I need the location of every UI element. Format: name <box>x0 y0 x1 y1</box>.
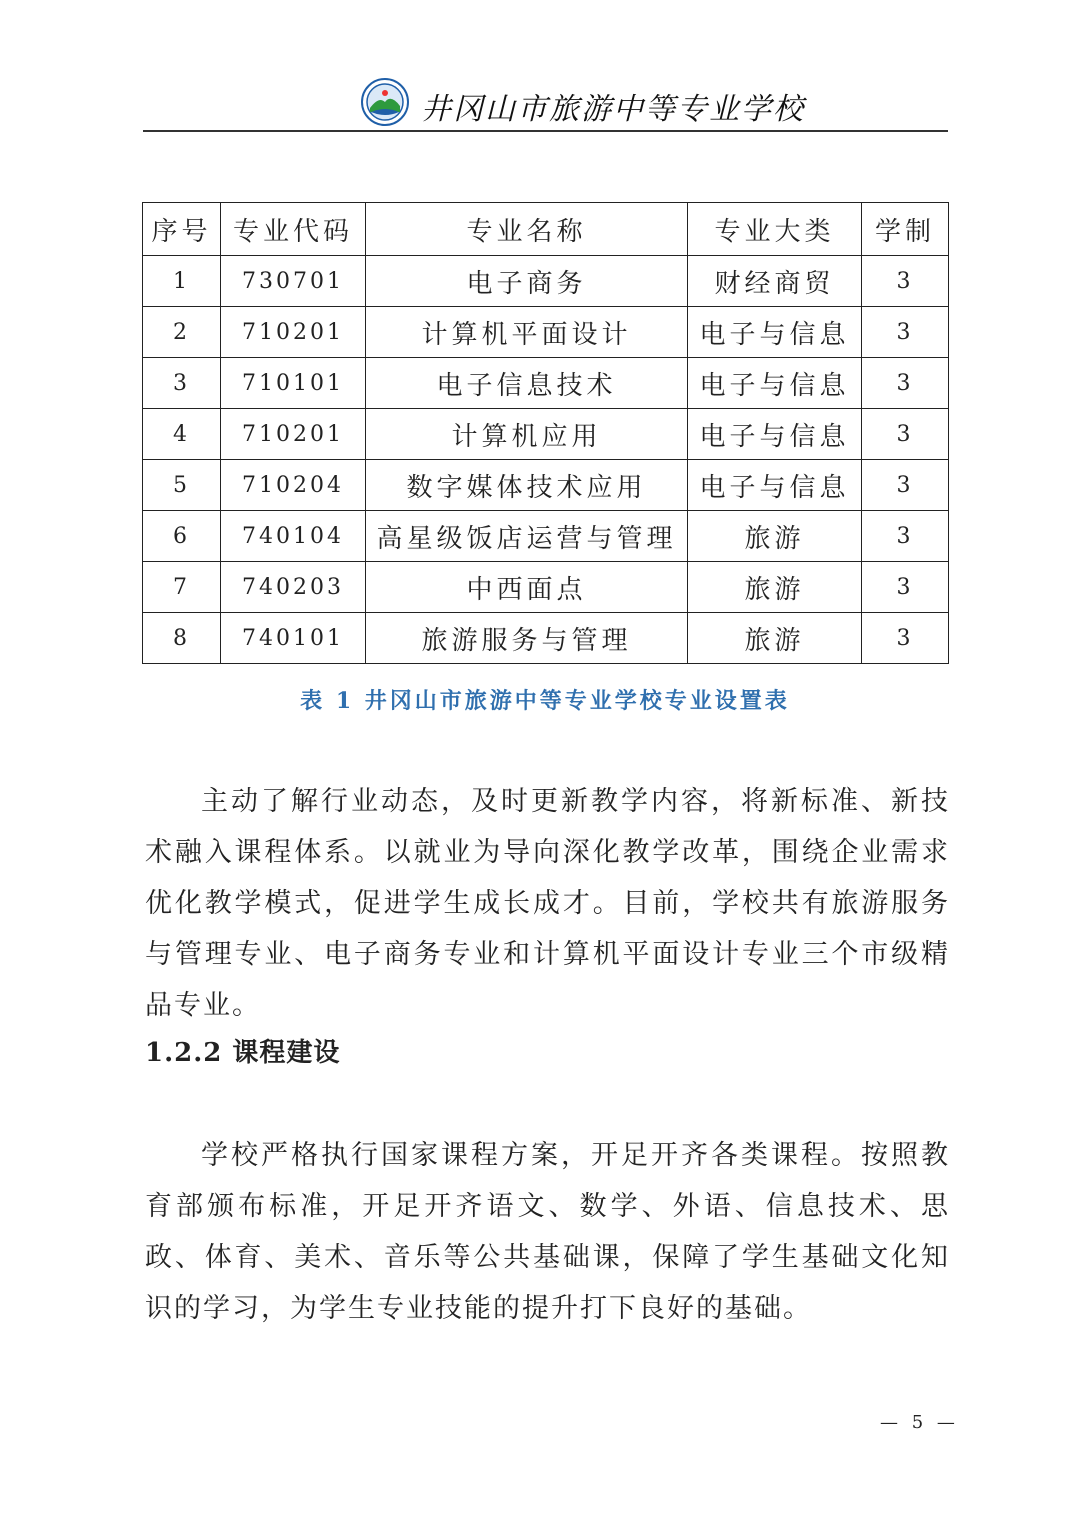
table-cell: 电子与信息 <box>688 460 862 511</box>
table-header-row <box>143 203 949 256</box>
table-row <box>143 613 949 664</box>
table-cell: 计算机平面设计 <box>366 307 688 358</box>
table-cell: 旅游 <box>688 613 862 664</box>
table-cell: 4 <box>143 409 221 460</box>
table-cell: 3 <box>862 460 949 511</box>
table-cell: 1 <box>143 256 221 307</box>
table-cell: 2 <box>143 307 221 358</box>
table-cell: 3 <box>862 562 949 613</box>
table-cell: 旅游服务与管理 <box>366 613 688 664</box>
table-cell: 740104 <box>221 511 366 562</box>
table-cell: 旅游 <box>688 511 862 562</box>
table-cell: 电子与信息 <box>688 307 862 358</box>
table-cell: 中西面点 <box>366 562 688 613</box>
table-cell: 财经商贸 <box>688 256 862 307</box>
column-header: 专业大类 <box>688 203 862 256</box>
table-cell: 3 <box>862 256 949 307</box>
table-cell: 3 <box>862 613 949 664</box>
table-row <box>143 409 949 460</box>
table-cell: 7 <box>143 562 221 613</box>
page-number: — 5 — <box>880 1412 959 1433</box>
table-row <box>143 562 949 613</box>
table-cell: 旅游 <box>688 562 862 613</box>
table-cell: 计算机应用 <box>366 409 688 460</box>
table-cell: 6 <box>143 511 221 562</box>
table-cell: 电子商务 <box>366 256 688 307</box>
body-paragraph: 主动了解行业动态，及时更新教学内容，将新标准、新技术融入课程体系。以就业为导向深化教学改革，围绕企业需求优化教学模式，促进学生成长成才。目前，学校共有旅游服务与管理专业、电子商务专业和计算机平面设计专业三个市级精品专业。 <box>145 786 950 1021</box>
table-caption: 表 1 井冈山市旅游中等专业学校专业设置表 <box>300 688 790 714</box>
table-row <box>143 256 949 307</box>
table-cell: 电子与信息 <box>688 409 862 460</box>
page-header <box>143 70 948 132</box>
body-paragraph: 学校严格执行国家课程方案，开足开齐各类课程。按照教育部颁布标准，开足开齐语文、数学、外语、信息技术、思政、体育、美术、音乐等公共基础课，保障了学生基础文化知识的学习，为学生专业技能的提升打下良好的基础。 <box>145 1140 950 1324</box>
column-header: 学制 <box>862 203 949 256</box>
table-cell: 710204 <box>221 460 366 511</box>
table-cell: 8 <box>143 613 221 664</box>
table-cell: 数字媒体技术应用 <box>366 460 688 511</box>
table-row <box>143 358 949 409</box>
table-cell: 740203 <box>221 562 366 613</box>
table-cell: 电子信息技术 <box>366 358 688 409</box>
table-cell: 710201 <box>221 409 366 460</box>
table-cell: 730701 <box>221 256 366 307</box>
table-cell: 3 <box>862 511 949 562</box>
section-heading: 1.2.2 课程建设 <box>145 1038 341 1068</box>
major-settings-table <box>142 202 949 664</box>
table-row <box>143 460 949 511</box>
table-cell: 3 <box>862 409 949 460</box>
school-logo-icon <box>361 78 409 126</box>
table-cell: 710101 <box>221 358 366 409</box>
column-header: 专业代码 <box>221 203 366 256</box>
column-header: 专业名称 <box>366 203 688 256</box>
school-name: 井冈山市旅游中等专业学校 <box>421 92 805 127</box>
table-cell: 高星级饭店运营与管理 <box>366 511 688 562</box>
table-cell: 740101 <box>221 613 366 664</box>
table-row <box>143 307 949 358</box>
table-cell: 3 <box>862 358 949 409</box>
table-cell: 3 <box>862 307 949 358</box>
table-cell: 电子与信息 <box>688 358 862 409</box>
table-cell: 5 <box>143 460 221 511</box>
table-row <box>143 511 949 562</box>
column-header: 序号 <box>143 203 221 256</box>
table-cell: 710201 <box>221 307 366 358</box>
table-cell: 3 <box>143 358 221 409</box>
